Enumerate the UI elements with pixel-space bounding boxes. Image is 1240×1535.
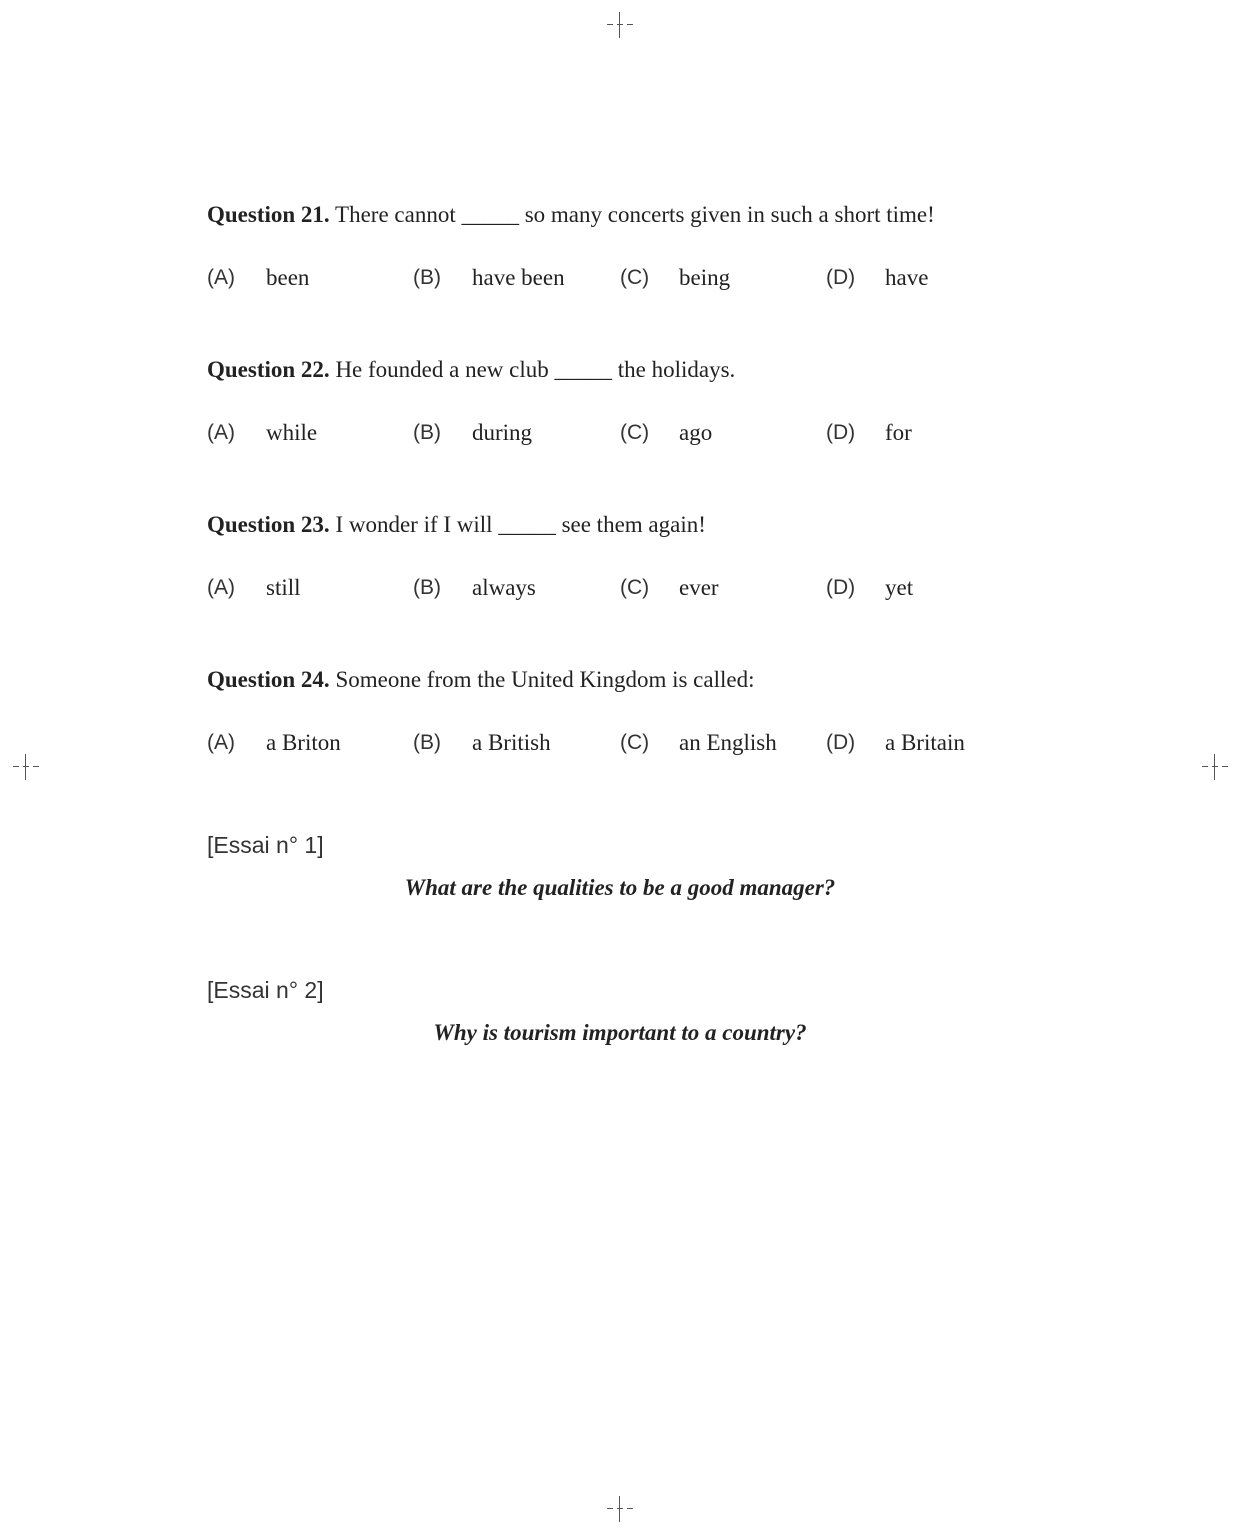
option-text: always [472,575,536,600]
option-text: a Britain [885,730,965,755]
option-letter: (C) [620,421,650,444]
answer-options [207,418,1047,448]
question-21 [207,200,1047,293]
option-letter: (D) [826,421,856,444]
essay-label-2: [Essai n° 2] [207,977,324,1003]
option-letter: (D) [826,731,856,754]
option-text: have been [472,265,565,290]
option-letter: (C) [620,731,650,754]
essay-label-1: [Essai n° 1] [207,832,324,858]
question-stem [207,665,1047,695]
question-23 [207,510,1047,603]
option-text: have [885,265,929,290]
option-text: during [472,420,533,445]
option-letter: (B) [413,266,441,289]
question-stem [207,200,1047,230]
question-text: I wonder if I will _____ see them again! [335,512,706,537]
option-text: being [679,265,731,290]
registration-mark-left-icon [13,754,39,780]
question-number: Question 21. [207,202,330,227]
option-text: yet [885,575,914,600]
option-letter: (A) [207,421,235,444]
question-text: He founded a new club _____ the holidays. [335,357,736,382]
question-stem [207,355,1047,385]
question-stem [207,510,1047,540]
option-letter: (C) [620,266,650,289]
answer-options [207,573,1047,603]
option-letter: (A) [207,576,235,599]
option-text: a British [472,730,551,755]
question-24 [207,665,1047,758]
option-text: an English [679,730,777,755]
question-text: There cannot _____ so many concerts given in such a short time! [335,202,935,227]
option-letter: (C) [620,576,650,599]
registration-mark-bottom-icon [607,1496,633,1522]
option-text: still [266,575,301,600]
option-text: while [266,420,318,445]
option-letter: (B) [413,576,441,599]
answer-options [207,728,1047,758]
option-letter: (A) [207,266,235,289]
question-text: Someone from the United Kingdom is called: [335,667,755,692]
question-22 [207,355,1047,448]
option-text: ago [679,420,713,445]
essay-prompt-1: What are the qualities to be a good manager? [404,875,836,900]
option-letter: (B) [413,731,441,754]
option-text: been [266,265,310,290]
option-text: a Briton [266,730,341,755]
answer-options [207,263,1047,293]
question-number: Question 24. [207,667,330,692]
question-number: Question 23. [207,512,330,537]
question-number: Question 22. [207,357,330,382]
option-letter: (A) [207,731,235,754]
option-letter: (D) [826,266,856,289]
option-text: for [885,420,912,445]
registration-mark-right-icon [1202,754,1228,780]
option-text: ever [679,575,719,600]
option-letter: (B) [413,421,441,444]
registration-mark-top-icon [607,12,633,38]
option-letter: (D) [826,576,856,599]
essay-prompt-2: Why is tourism important to a country? [433,1020,807,1045]
